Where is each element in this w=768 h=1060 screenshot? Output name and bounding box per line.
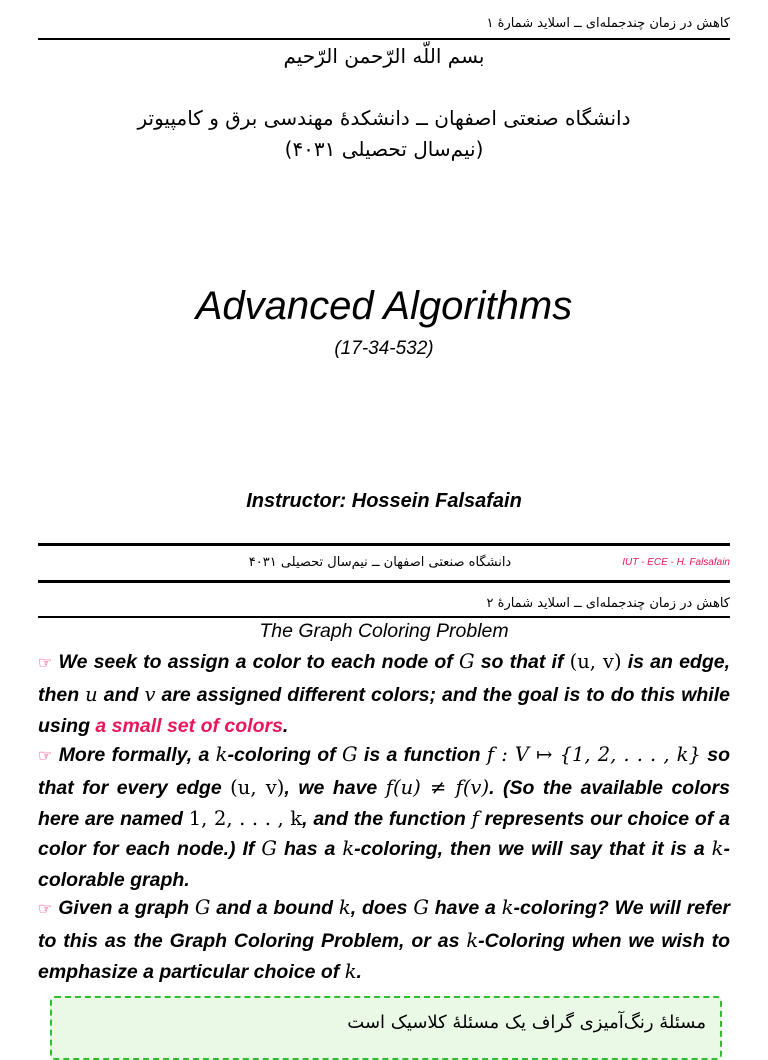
- slide2-title: The Graph Coloring Problem: [259, 620, 509, 642]
- course-title: Advanced Algorithms: [195, 284, 573, 328]
- note-box: [50, 996, 722, 1060]
- paragraph-1: ☞ We seek to assign a color to each node of G so that if (u, v) is an edge, then u and v are assigned different colors; and the goal is to do this while using a small set of colors.: [38, 650, 731, 737]
- footer-fa: دانشگاه صنعتی اصفهان ــ نیم‌سال تحصیلی ۴۰۳۱: [248, 555, 512, 570]
- bullet-hand-icon: ☞: [38, 748, 53, 765]
- slide-separator: [38, 580, 730, 583]
- highlight-small-set: a small set of colors: [95, 714, 283, 737]
- basmala: بسم اللّه الرّحمن الرّحیم: [283, 44, 485, 68]
- paragraph-2: ☞ More formally, a k-coloring of G is a function f : V ↦ {1, 2, . . . , k} so that for every edge (u, v), we have f(u) ≠ f(v). (So the available colors here are named 1, 2, . . . , k, and the function f represents our choice of a color for each node.) If G has a k-coloring, then we will say that it is a k-colorable graph.: [38, 743, 730, 892]
- course-code: (17-34-532): [334, 338, 434, 359]
- slide1-header: کاهش در زمان چندجمله‌ای ــ اسلاید شمارهٔ ۱: [486, 16, 730, 31]
- slide1-header-rule: [38, 38, 730, 40]
- slide2-header-rule: [38, 616, 730, 618]
- paragraph-3: ☞ Given a graph G and a bound k, does G have a k-coloring? We will refer to this as the Graph Coloring Problem, or as k-Coloring when we wish to emphasize a particular choice of k.: [38, 896, 731, 983]
- slide1-footer-rule: [38, 543, 730, 546]
- instructor-line: Instructor: Hossein Falsafain: [246, 490, 522, 512]
- university-line: دانشگاه صنعتی اصفهان ــ دانشکدهٔ مهندسی برق و کامپیوتر: [137, 106, 631, 130]
- bullet-hand-icon: ☞: [38, 901, 53, 918]
- semester-line: (نیم‌سال تحصیلی ۴۰۳۱): [284, 137, 484, 161]
- bullet-hand-icon: ☞: [38, 655, 53, 672]
- note-box-text: مسئلهٔ رنگ‌آمیزی گراف یک مسئلهٔ کلاسیک است: [347, 1012, 706, 1033]
- slide2-header: کاهش در زمان چندجمله‌ای ــ اسلاید شمارهٔ ۲: [486, 596, 730, 611]
- footer-en: IUT - ECE - H. Falsafain: [622, 557, 730, 568]
